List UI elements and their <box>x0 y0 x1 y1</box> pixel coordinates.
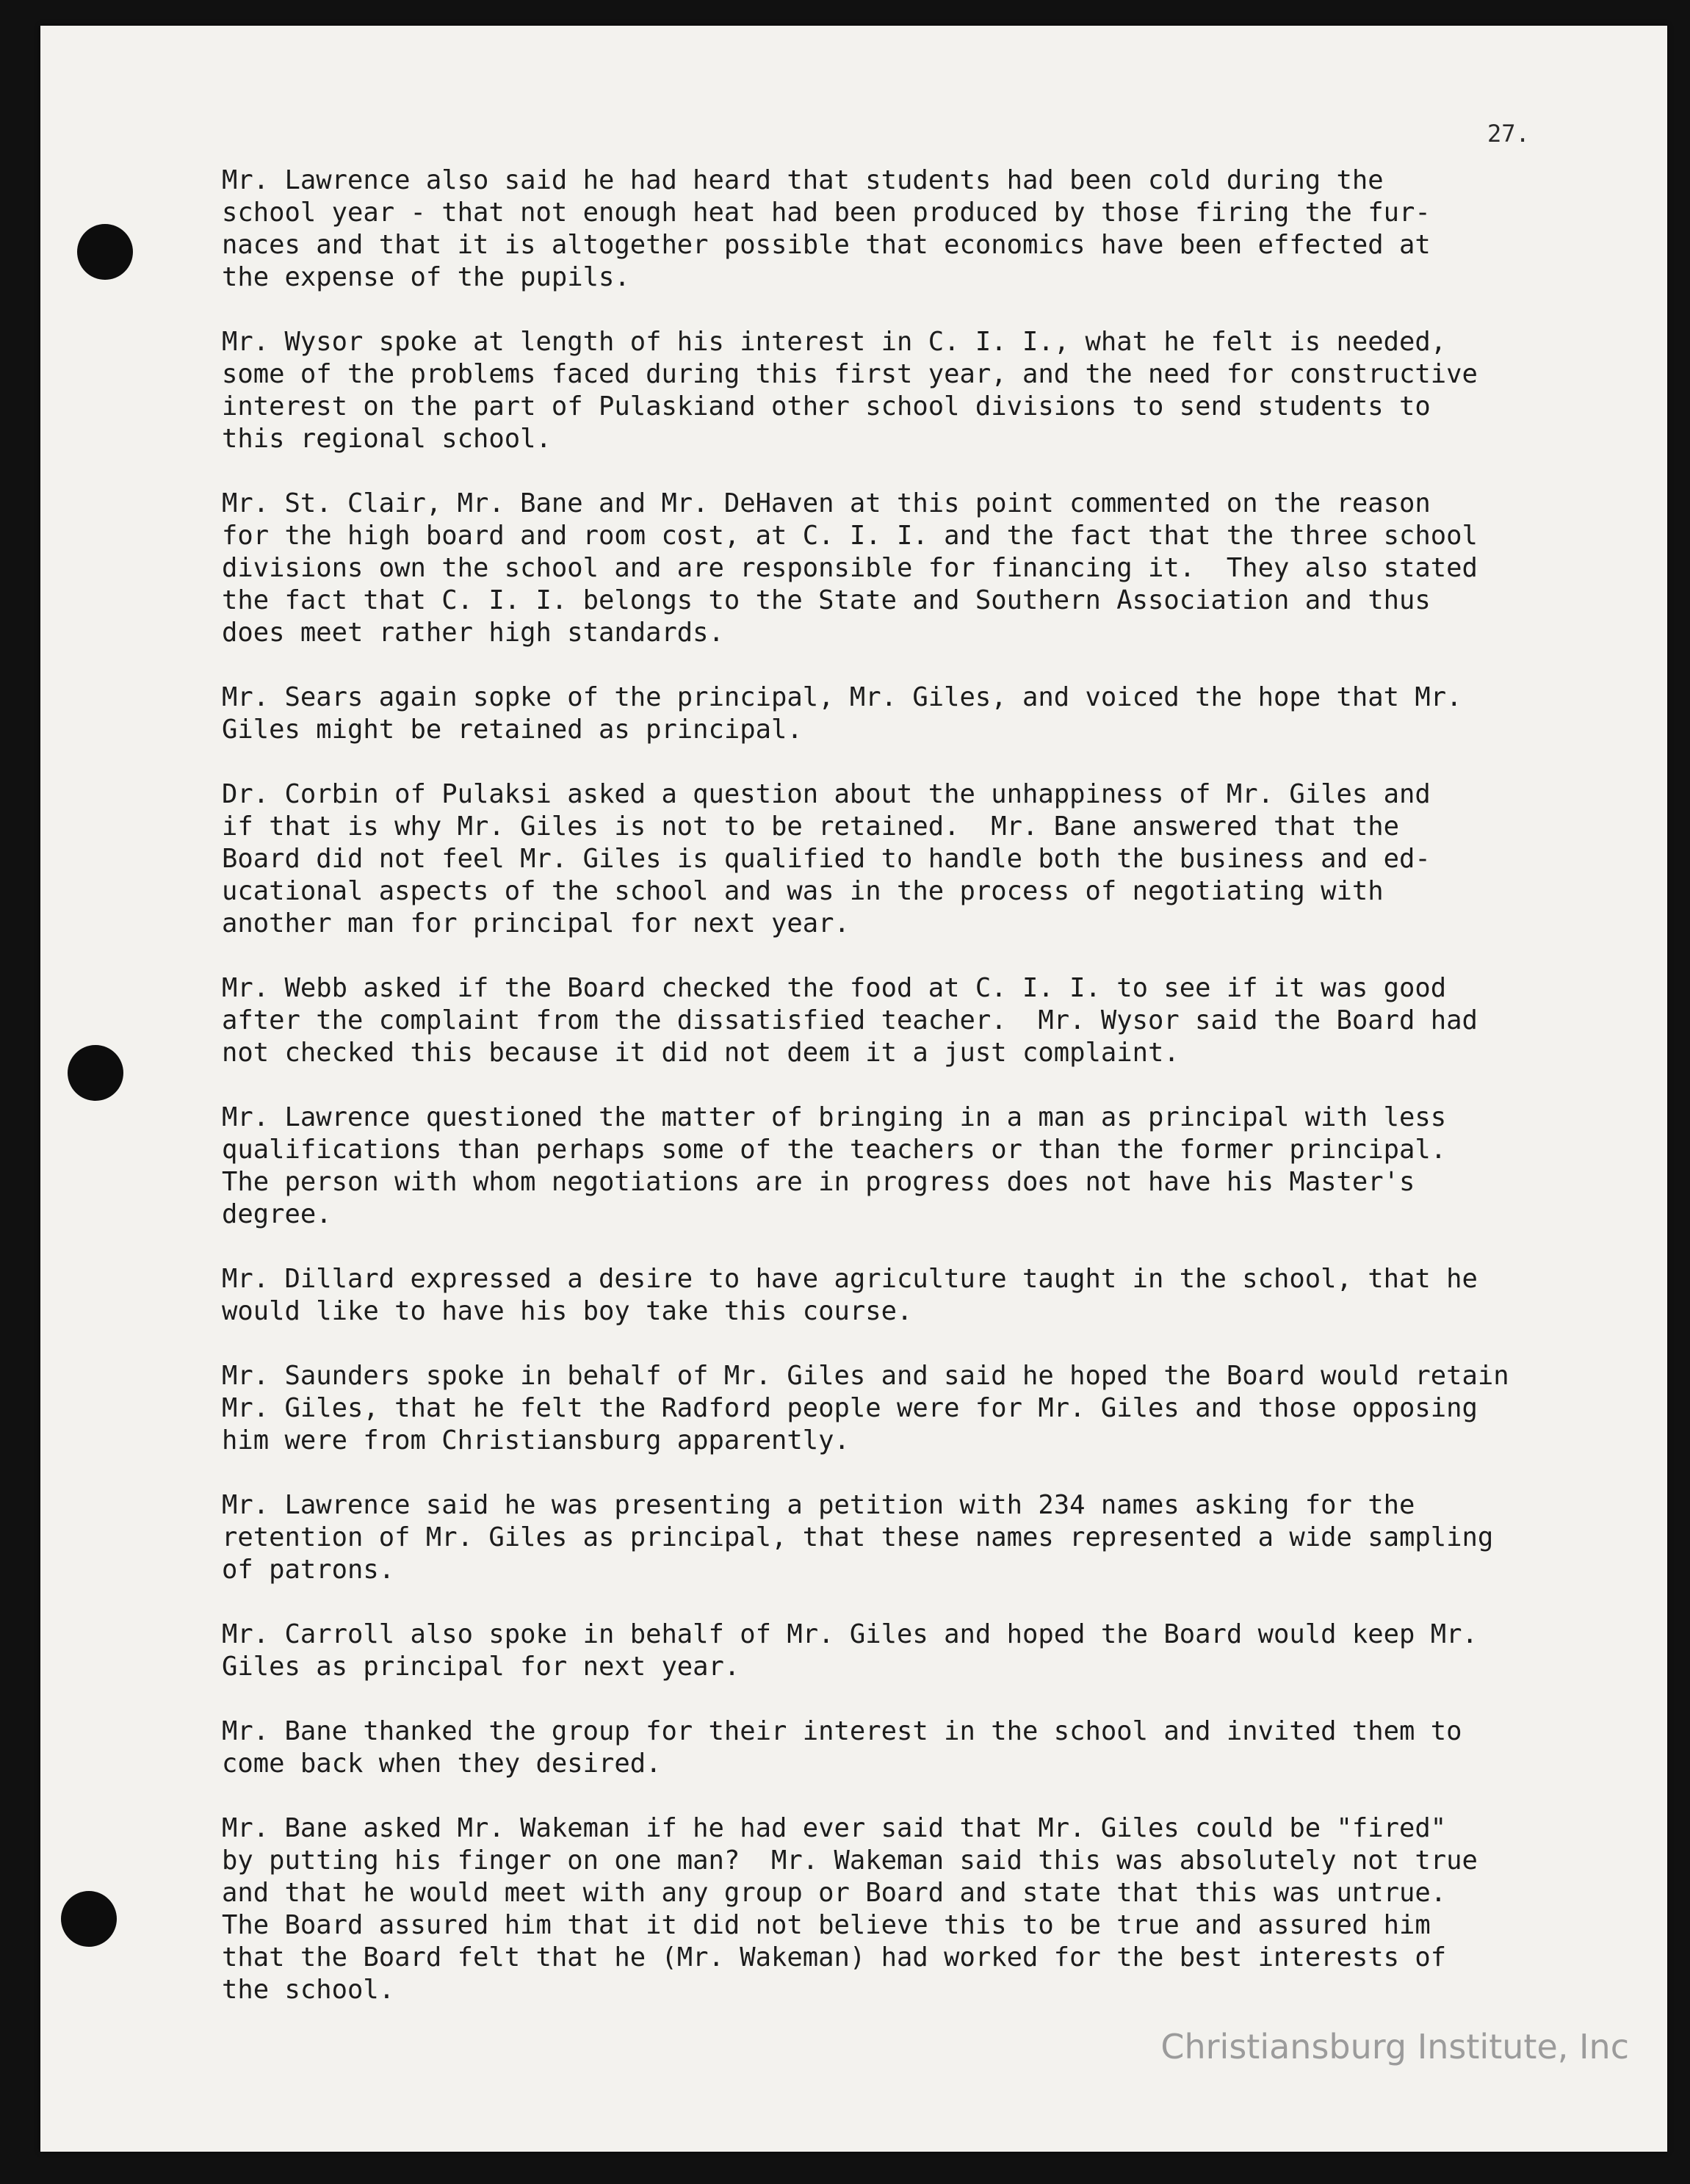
paragraph: Mr. Webb asked if the Board checked the food at C. I. I. to see if it was good after the complaint from the dissatisfied teacher. Mr. Wysor said the Board had not checked this because it did not deem it a just complaint. <box>222 973 1478 1068</box>
paragraph: Mr. Bane thanked the group for their interest in the school and invited them to come back when they desired. <box>222 1716 1462 1779</box>
paragraph: Mr. Wysor spoke at length of his interest in C. I. I., what he felt is needed, some of the problems faced during this first year, and the need for constructive interest on the part of Pulaskiand other school divisions to send students to this regional school. <box>222 327 1478 454</box>
punch-hole-top <box>77 224 133 280</box>
paragraph: Mr. Lawrence said he was presenting a petition with 234 names asking for the retention of Mr. Giles as principal, that these names represented a wide sampling of patrons. <box>222 1490 1494 1585</box>
page-number: 27. <box>1487 120 1530 148</box>
paragraph: Mr. St. Clair, Mr. Bane and Mr. DeHaven at this point commented on the reason for the high board and room cost, at C. I. I. and the fact that the three school divisions own the school and are responsible for financing it. They also stated the fact that C. I. I. belongs to the State and Southern Association and thus does meet rather high standards. <box>222 488 1478 648</box>
minutes-text <box>222 164 1588 2039</box>
paragraph: Mr. Saunders spoke in behalf of Mr. Giles and said he hoped the Board would retain Mr. Giles, that he felt the Radford people were for Mr. Giles and those opposing him were from Christiansburg apparently. <box>222 1361 1509 1456</box>
paragraph: Mr. Lawrence also said he had heard that students had been cold during the school year - that not enough heat had been produced by those firing the fur- naces and that it is altogether possible that economics have been effected at the expense of the pupils. <box>222 165 1431 292</box>
watermark: Christiansburg Institute, Inc <box>1160 2027 1629 2067</box>
paragraph: Dr. Corbin of Pulaksi asked a question about the unhappiness of Mr. Giles and if that is why Mr. Giles is not to be retained. Mr. Bane answered that the Board did not feel Mr. Giles is qualified to handle both the business and ed- ucational aspects of the school and was in the process of negotiating with another man for principal for next year. <box>222 779 1431 939</box>
paragraph: Mr. Carroll also spoke in behalf of Mr. Giles and hoped the Board would keep Mr. Giles as principal for next year. <box>222 1619 1478 1682</box>
paragraph: Mr. Dillard expressed a desire to have agriculture taught in the school, that he would like to have his boy take this course. <box>222 1264 1478 1326</box>
paragraph: Mr. Bane asked Mr. Wakeman if he had ever said that Mr. Giles could be "fired" by putting his finger on one man? Mr. Wakeman said this was absolutely not true and that he would meet with any group or Board and state that this was untrue. The Board assured him that it did not believe this to be true and assured him that the Board felt that he (Mr. Wakeman) had worked for the best interests of the school. <box>222 1813 1478 2005</box>
punch-hole-bottom <box>61 1891 117 1947</box>
punch-hole-middle <box>68 1045 123 1101</box>
paragraph: Mr. Lawrence questioned the matter of bringing in a man as principal with less qualifications than perhaps some of the teachers or than the former principal. The person with whom negotiations are in progress does not have his Master's degree. <box>222 1102 1447 1229</box>
paragraph: Mr. Sears again sopke of the principal, Mr. Giles, and voiced the hope that Mr. Giles might be retained as principal. <box>222 682 1462 745</box>
